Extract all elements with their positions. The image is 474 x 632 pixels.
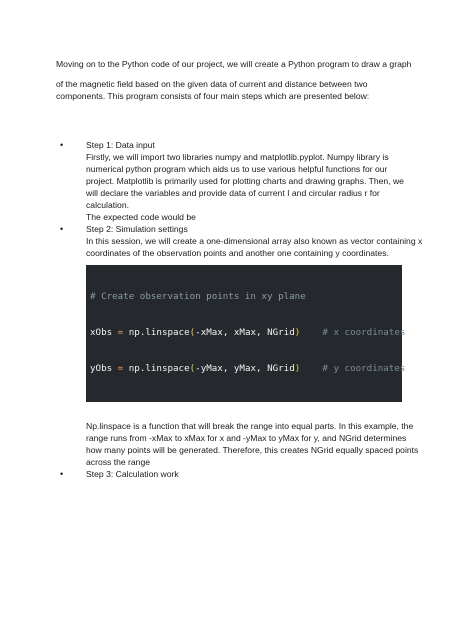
list-item-step-1 — [60, 139, 422, 223]
step-1-line-6: The expected code would be — [86, 212, 196, 222]
intro-line-2: of the magnetic field based on the given data of current and distance between two — [56, 79, 368, 89]
code-var-xobs: xObs — [90, 327, 113, 338]
code-paren-open: ( — [189, 363, 196, 374]
step-1-line-2: numerical python program which aids us to use various helpful functions for our — [86, 164, 388, 174]
step-1-line-4: will declare the variables and provide data of current I and circular radius r for — [86, 188, 380, 198]
step-2-after-3: how many points will be generated. Therefore, this creates NGrid equally spaced points — [86, 445, 419, 455]
code-fn: np.linspace — [128, 363, 190, 374]
step-2-after-4: across the range — [86, 457, 151, 467]
step-1-title: Step 1: Data input — [86, 140, 155, 150]
code-eq: = — [112, 327, 129, 338]
code-paren-close: ) — [294, 327, 301, 338]
code-var-yobs: yObs — [90, 363, 113, 374]
steps-list — [60, 139, 422, 480]
code-inline-comment: # y coordinates — [300, 363, 406, 374]
list-item-step-2 — [60, 223, 422, 468]
code-paren-open: ( — [189, 327, 196, 338]
step-2-after-2: range runs from -xMax to xMax for x and -yMax to yMax for y, and NGrid determines — [86, 433, 407, 443]
step-2-title: Step 2: Simulation settings — [86, 224, 188, 234]
code-paren-close: ) — [294, 363, 301, 374]
code-inline-comment: # x coordinates — [300, 327, 406, 338]
code-comment: # Create observation points in xy plane — [90, 291, 306, 302]
code-block — [86, 265, 406, 402]
list-item-step-3 — [60, 468, 422, 480]
code-eq: = — [112, 363, 129, 374]
bullet-icon: • — [60, 140, 64, 150]
intro-paragraph — [56, 78, 418, 102]
intro-line-3: components. This program consists of four main steps which are presented below: — [56, 91, 370, 101]
code-row-2 — [90, 363, 406, 375]
step-3-title: Step 3: Calculation work — [86, 469, 179, 479]
step-2-line-2: coordinates of the observation points and another one containing y coordinates. — [86, 248, 389, 258]
step-1-line-1: Firstly, we will import two libraries numpy and matplotlib.pyplot. Numpy library is — [86, 152, 389, 162]
code-row-1 — [90, 327, 406, 339]
step-1-line-3: project. Matplotlib is primarily used for plotting charts and drawing graphs. Then, we — [86, 176, 404, 186]
bullet-icon: • — [60, 224, 64, 234]
code-fn: np.linspace — [128, 327, 190, 338]
step-2-line-1: In this session, we will create a one-dimensional array also known as vector containing x — [86, 236, 423, 246]
step-2-after-1: Np.linspace is a function that will break the range into equal parts. In this example, the — [86, 421, 414, 431]
bullet-icon: • — [60, 469, 64, 479]
code-args: -yMax, yMax, NGrid — [195, 363, 295, 374]
intro-line-1: Moving on to the Python code of our project, we will create a Python program to draw a graph — [56, 59, 412, 69]
step-1-line-5: calculation. — [86, 200, 129, 210]
code-args: -xMax, xMax, NGrid — [195, 327, 295, 338]
